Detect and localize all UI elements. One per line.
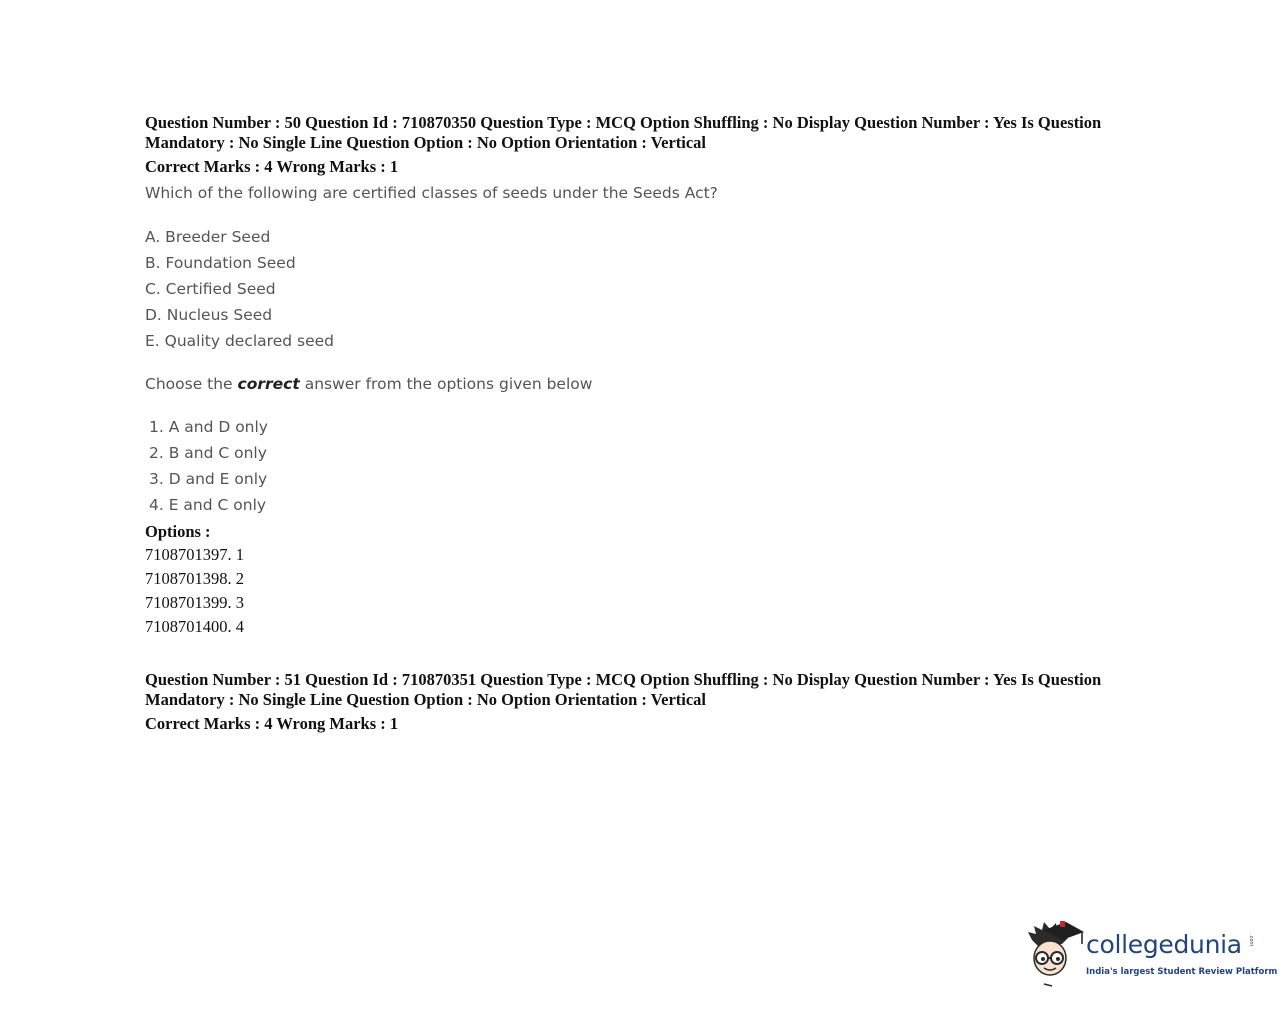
choose-suffix: answer from the options given below	[299, 375, 593, 393]
answer-option-1: 1. A and D only	[149, 418, 268, 436]
statement-b: B. Foundation Seed	[145, 254, 296, 272]
option-id-2: 7108701398. 2	[145, 569, 244, 588]
choose-emphasis: correct	[237, 375, 300, 393]
statement-a: A. Breeder Seed	[145, 228, 271, 246]
q51-meta: Question Number : 51 Question Id : 710870351 Question Type : MCQ Option Shuffling : No Display Question Number : Yes Is Question Mandatory : No Single Line Question Option : No Option Orientation : Vertical	[145, 670, 1102, 709]
collegedunia-logo	[1024, 918, 1278, 990]
answer-option-2: 2. B and C only	[149, 444, 267, 462]
choose-prefix: Choose the	[145, 375, 238, 393]
statement-e: E. Quality declared seed	[145, 332, 334, 350]
statement-d: D. Nucleus Seed	[145, 306, 273, 324]
student-mascot-icon	[1024, 918, 1086, 990]
answer-option-4: 4. E and C only	[149, 496, 267, 514]
q51-marks: Correct Marks : 4 Wrong Marks : 1	[145, 714, 399, 733]
option-id-1: 7108701397. 1	[145, 545, 244, 564]
choose-instruction	[145, 375, 592, 393]
brand-com: .com	[1248, 934, 1254, 947]
answer-option-3: 3. D and E only	[149, 470, 268, 488]
statement-c: C. Certified Seed	[145, 280, 276, 298]
option-id-3: 7108701399. 3	[145, 593, 244, 612]
brand-name: collegedunia	[1086, 930, 1242, 959]
option-id-4: 7108701400. 4	[145, 617, 244, 636]
options-label: Options :	[145, 522, 211, 541]
q50-meta: Question Number : 50 Question Id : 710870350 Question Type : MCQ Option Shuffling : No Display Question Number : Yes Is Question Mandatory : No Single Line Question Option : No Option Orientation : Vertical	[145, 113, 1102, 152]
question-text: Which of the following are certified classes of seeds under the Seeds Act?	[145, 184, 718, 202]
brand-tagline: India's largest Student Review Platform	[1086, 967, 1278, 977]
q50-marks: Correct Marks : 4 Wrong Marks : 1	[145, 157, 399, 176]
